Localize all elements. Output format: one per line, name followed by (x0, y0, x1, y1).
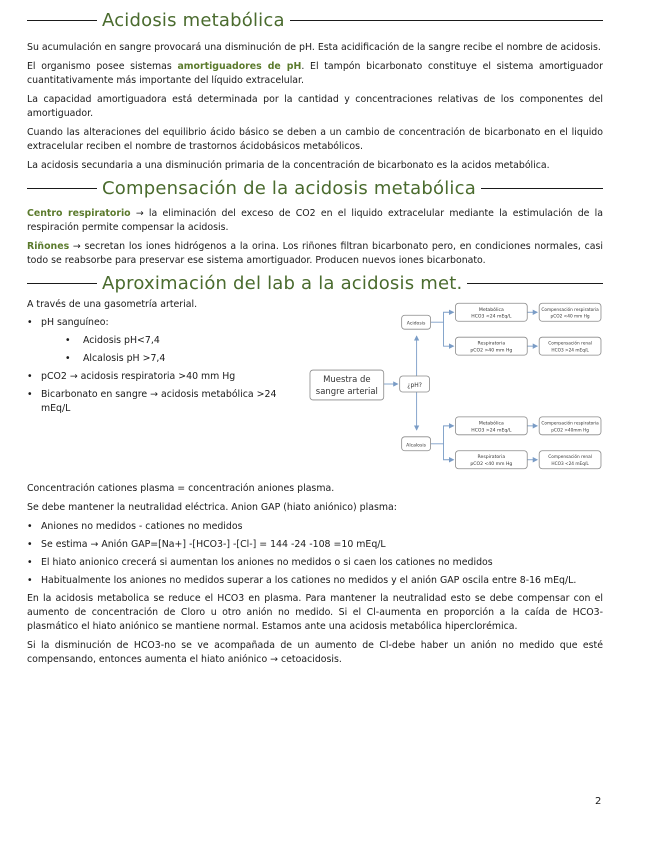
list-item: • El hiato anionico crecerá si aumentan los aniones no medidos o si caen los cationes no medidos (27, 556, 603, 570)
paragraph: Riñones → secretan los iones hidrógenos a la orina. Los riñones filtran bicarbonato pero, en condiciones normales, casi todo se reabsorbe para preservar ese sistema amortiguador. Producen nuevos iones bicarbonato. (27, 241, 603, 266)
arrow (431, 312, 454, 322)
sample-label-line: Muestra de (323, 374, 371, 385)
paragraph: En la acidosis metabolica se reduce el HCO3 en plasma. Para mantener la neutralidad esto se debe compensar con el aumento de concentración de Cloro u otro anión no medido. Si el Cl-aumenta en proporción a la caída de HCO3-plasmático el hiato aniónico se mantiene normal. Estamos ante una acidosis metabólica hiperclorémica. (27, 593, 603, 632)
bullet-list (27, 316, 308, 416)
paragraph: A través de una gasometría arterial. (27, 299, 198, 310)
box-label: Compensación respiratoria (541, 307, 599, 313)
heading-rule-left (27, 283, 97, 285)
highlight-term: amortiguadores de pH (177, 61, 302, 72)
heading-rule-left (27, 20, 97, 22)
section-heading-acidosis (27, 10, 603, 31)
list-item: • Bicarbonato en sangre → acidosis metabólica >24 mEq/L (27, 388, 308, 416)
box-label: HCO3 >24 mEq/L (471, 428, 512, 434)
arrow (444, 444, 454, 460)
highlight-term: Riñones (27, 241, 70, 252)
box-label: HCO3 <24 mEq/L (551, 462, 589, 468)
paragraph: Concentración cationes plasma = concentración aniones plasma. (27, 483, 335, 494)
alcalosis-label: Alcalosis (406, 443, 427, 449)
list-item: • Acidosis pH<7,4 (27, 334, 308, 348)
acidosis-label: Acidosis (406, 321, 426, 327)
box-label: Respiratoria (477, 455, 506, 461)
box-label: pCO2 >40mm Hg (551, 428, 589, 434)
section-title: Aproximación del lab a la acidosis met. (102, 273, 463, 294)
list-item: • pCO2 → acidosis respiratoria >40 mm Hg (27, 370, 308, 384)
heading-rule-right (481, 188, 603, 190)
box-label: Metabólica (478, 421, 504, 427)
acid-base-flow-diagram (304, 302, 603, 472)
ph-label: ¿pH? (407, 382, 422, 389)
heading-rule-left (27, 188, 97, 190)
section-heading-compensacion (27, 178, 603, 199)
section-title: Acidosis metabólica (102, 10, 285, 31)
box-label: Metabólica (478, 307, 504, 313)
heading-rule-right (290, 20, 603, 22)
lab-block (27, 298, 603, 472)
lab-text (27, 298, 308, 472)
paragraph: El organismo posee sistemas amortiguadores de pH. El tampón bicarbonato constituye el sistema amortiguador cuantitativamente más importante del líquido extracelular. (27, 61, 603, 86)
box-label: pCO2 <40 mm Hg (550, 314, 590, 320)
sample-label-line: sangre arterial (315, 385, 378, 396)
arrow (431, 426, 454, 444)
arrow (444, 322, 454, 346)
paragraph: Centro respiratorio → la eliminación del exceso de CO2 en el liquido extracelular mediante la estimulación de la respiración permite compensar la acidosis. (27, 208, 604, 233)
box-label: HCO3 >24 mEq/L (551, 348, 589, 354)
list-item: • pH sanguíneo: (27, 316, 308, 330)
paragraph: Cuando las alteraciones del equilibrio ácido básico se deben a un cambio de concentración de bicarbonato en el liquido extracelular reciben el nombre de trastornos ácidobásicos metabólicos. (27, 127, 603, 152)
box-label: pCO2 >40 mm Hg (470, 348, 513, 354)
list-item: • Alcalosis pH >7,4 (27, 352, 308, 366)
page-number: 2 (595, 796, 602, 807)
paragraph: Si la disminución de HCO3-no se ve acompañada de un aumento de Cl-debe haber un anión no medido que esté compensando, entonces aumenta el hiato aniónico → cetoacidosis. (27, 640, 603, 665)
box-label: Respiratoria (477, 341, 506, 347)
section-heading-laboratorio (27, 273, 603, 294)
paragraph: La acidosis secundaria a una disminución primaria de la concentración de bicarbonato es la acidos metabólica. (27, 160, 550, 171)
paragraph: Su acumulación en sangre provocará una disminución de pH. Esta acidificación de la sangre recibe el nombre de acidosis. (27, 42, 601, 53)
box-label: HCO3 <24 mEq/L (471, 314, 512, 320)
highlight-term: Centro respiratorio (27, 208, 131, 219)
box-label: Compensación renal (548, 341, 592, 347)
paragraph: Se debe mantener la neutralidad eléctrica. Anion GAP (hiato aniónico) plasma: (27, 502, 397, 513)
paragraph: La capacidad amortiguadora está determinada por la cantidad y concentraciones relativas de los componentes del amortiguador. (27, 94, 603, 119)
page (27, 10, 603, 672)
box-label: Compensación respiratoria (541, 421, 599, 427)
list-item: • Habitualmente los aniones no medidos superar a los cationes no medidos y el anión GAP oscila entre 8-16 mEq/L. (27, 574, 603, 588)
box-label: Compensación renal (548, 455, 592, 461)
list-item: • Se estima → Anión GAP=[Na+] -[HCO3-] -[Cl-] = 144 -24 -108 =10 mEq/L (27, 538, 603, 552)
bullet-list (27, 520, 603, 588)
box-label: pCO2 <40 mm Hg (470, 462, 513, 468)
list-item: • Aniones no medidos - cationes no medidos (27, 520, 603, 534)
heading-rule-right (467, 283, 603, 285)
section-title: Compensación de la acidosis metabólica (102, 178, 476, 199)
